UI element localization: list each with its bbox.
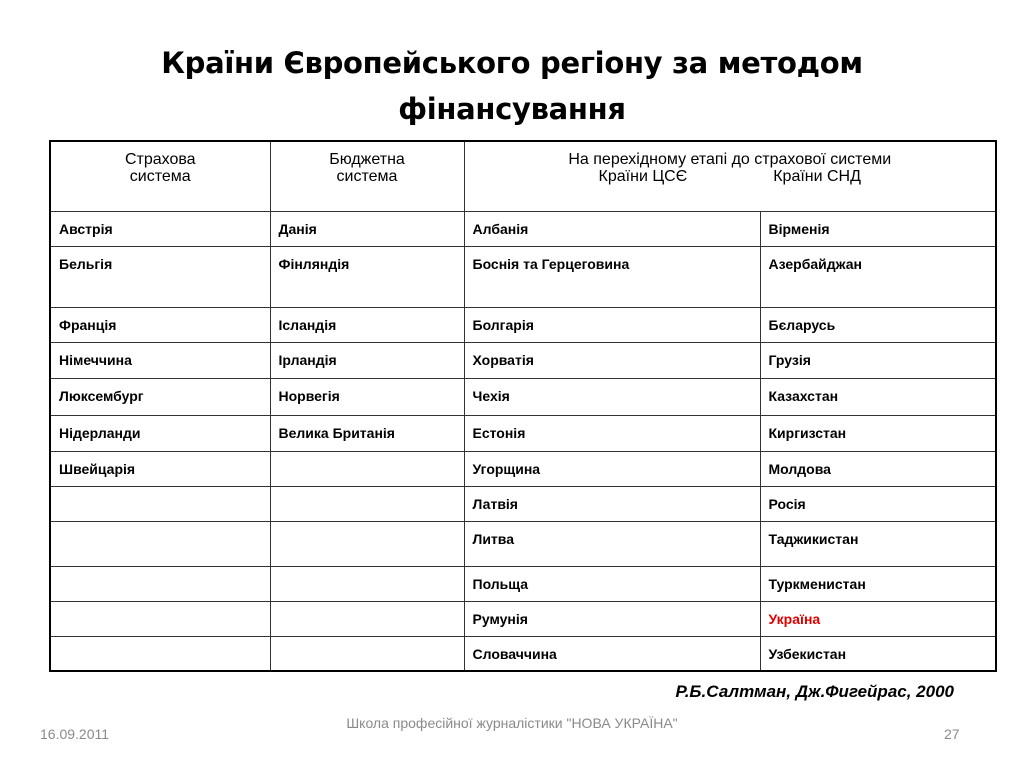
header-cse: Країни ЦСЄ [598, 168, 688, 185]
cell-cse: Румунія [464, 601, 760, 636]
countries-table [49, 140, 997, 672]
cell-budget: Данія [270, 211, 464, 246]
cell-insurance [50, 521, 270, 566]
cell-cis-highlighted: Україна [760, 601, 996, 636]
cell-insurance: Швейцарія [50, 451, 270, 486]
table-row [50, 415, 996, 451]
table-row [50, 521, 996, 566]
table-row [50, 601, 996, 636]
footer-school-name: Школа професійної журналістики "НОВА УКРАЇНА" [346, 715, 678, 731]
cell-budget: Ісландія [270, 307, 464, 342]
header-insurance [50, 141, 270, 211]
cell-cis: Туркменистан [760, 566, 996, 601]
cell-cis: Азербайджан [760, 246, 996, 307]
header-budget-line2: система [336, 168, 398, 185]
cell-budget: Велика Британія [270, 415, 464, 451]
cell-budget [270, 566, 464, 601]
cell-budget [270, 601, 464, 636]
cell-budget: Фінляндія [270, 246, 464, 307]
cell-cis: Росія [760, 486, 996, 521]
cell-insurance: Німеччина [50, 342, 270, 378]
table-row [50, 307, 996, 342]
cell-budget [270, 521, 464, 566]
cell-insurance [50, 566, 270, 601]
cell-cse: Чехія [464, 378, 760, 415]
cell-cis: Грузія [760, 342, 996, 378]
cell-cse: Словаччина [464, 636, 760, 671]
table-row [50, 246, 996, 307]
table-header-row [50, 141, 996, 211]
slide-title-line2: фінансування [398, 92, 626, 126]
cell-insurance: Франція [50, 307, 270, 342]
cell-cse: Естонія [464, 415, 760, 451]
header-transition [464, 141, 996, 211]
cell-cis: Вірменія [760, 211, 996, 246]
cell-cse: Угорщина [464, 451, 760, 486]
cell-cse: Боснія та Герцеговина [464, 246, 760, 307]
table-row [50, 211, 996, 246]
table-row [50, 486, 996, 521]
table-row [50, 342, 996, 378]
cell-insurance: Нідерланди [50, 415, 270, 451]
table-row [50, 566, 996, 601]
cell-cis: Таджикистан [760, 521, 996, 566]
cell-cse: Польща [464, 566, 760, 601]
footer-date: 16.09.2011 [40, 726, 110, 742]
cell-budget [270, 486, 464, 521]
cell-insurance [50, 486, 270, 521]
cell-cis: Казахстан [760, 378, 996, 415]
table-row [50, 451, 996, 486]
header-insurance-line2: система [129, 168, 191, 185]
cell-cse: Болгарія [464, 307, 760, 342]
citation: Р.Б.Салтман, Дж.Фигейрас, 2000 [675, 682, 954, 701]
slide-title [60, 40, 964, 132]
slide-title-line1: Країни Європейського регіону за методом [161, 46, 863, 80]
header-budget [270, 141, 464, 211]
cell-insurance: Австрія [50, 211, 270, 246]
cell-cse: Албанія [464, 211, 760, 246]
header-transition-label: На перехідному етапі до страхової системи [568, 151, 892, 168]
cell-insurance: Люксембург [50, 378, 270, 415]
cell-budget [270, 636, 464, 671]
header-cis: Країни СНД [773, 168, 861, 185]
header-insurance-line1: Страхова [124, 151, 196, 168]
cell-insurance [50, 601, 270, 636]
cell-budget: Ірландія [270, 342, 464, 378]
footer-page-number: 27 [944, 726, 960, 742]
cell-cse: Латвія [464, 486, 760, 521]
cell-insurance [50, 636, 270, 671]
cell-cis: Молдова [760, 451, 996, 486]
cell-budget: Норвегія [270, 378, 464, 415]
table-row [50, 378, 996, 415]
table-row [50, 636, 996, 671]
cell-budget [270, 451, 464, 486]
cell-cis: Киргизстан [760, 415, 996, 451]
cell-cis: Бєларусь [760, 307, 996, 342]
cell-cse: Хорватія [464, 342, 760, 378]
cell-insurance: Бельгія [50, 246, 270, 307]
cell-cse: Литва [464, 521, 760, 566]
cell-cis: Узбекистан [760, 636, 996, 671]
header-budget-line1: Бюджетна [329, 151, 405, 168]
